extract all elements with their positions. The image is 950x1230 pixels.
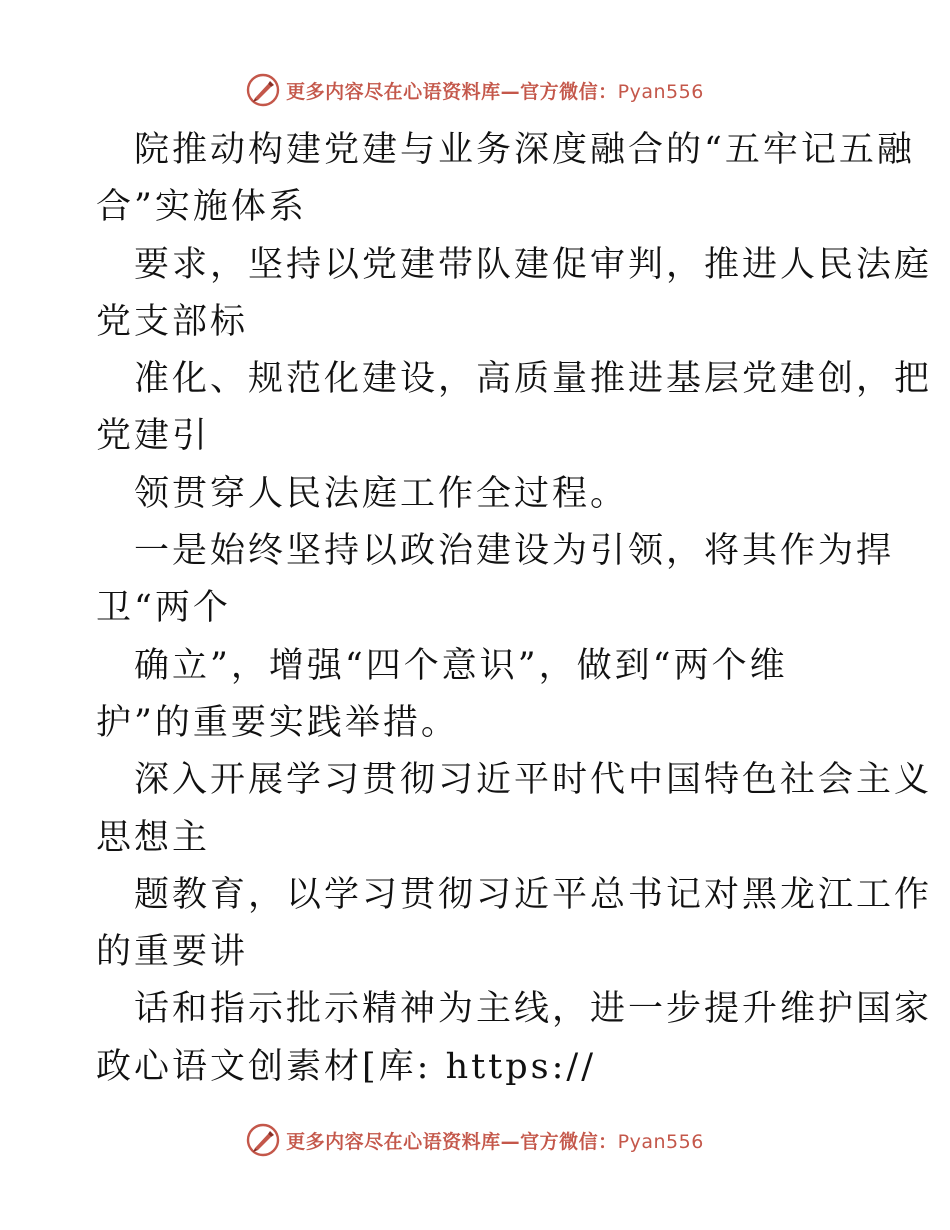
text-line: 党建引 bbox=[96, 416, 211, 457]
document-body bbox=[96, 122, 933, 1096]
text-line: 党支部标 bbox=[96, 301, 249, 342]
text-line: 确立”，增强“四个意识”，做到“两个维 bbox=[134, 645, 788, 686]
footer-banner bbox=[0, 1120, 950, 1160]
text-line: 护”的重要实践举措。 bbox=[96, 702, 459, 743]
text-line: 准化、规范化建设，高质量推进基层党建创，把 bbox=[134, 359, 933, 400]
text-line: 思想主 bbox=[96, 817, 211, 858]
text-line: 卫“两个 bbox=[96, 588, 231, 629]
footer-wechat-id: Pyan556 bbox=[617, 1130, 704, 1153]
text-line: 的重要讲 bbox=[96, 932, 249, 973]
text-line: 深入开展学习贯彻习近平时代中国特色社会主义 bbox=[134, 760, 933, 801]
header-banner bbox=[0, 70, 950, 110]
text-line: 合”实施体系 bbox=[96, 187, 307, 228]
pen-logo-icon bbox=[246, 1123, 280, 1157]
text-line: 政心语文创素材[库: https:// bbox=[96, 1046, 596, 1087]
text-line: 院推动构建党建与业务深度融合的“五牢记五融 bbox=[134, 130, 915, 170]
header-banner-text: 更多内容尽在心语资料库—官方微信：Pyan556 bbox=[286, 80, 704, 103]
footer-banner-text: 更多内容尽在心语资料库—官方微信：Pyan556 bbox=[286, 1130, 704, 1153]
text-line: 要求，坚持以党建带队建促审判，推进人民法庭 bbox=[134, 244, 933, 285]
text-line: 题教育，以学习贯彻习近平总书记对黑龙江工作 bbox=[134, 874, 933, 915]
text-line: 领贯穿人民法庭工作全过程。 bbox=[134, 473, 629, 514]
header-wechat-id: Pyan556 bbox=[617, 80, 704, 103]
pen-logo-icon bbox=[246, 73, 280, 107]
text-line: 话和指示批示精神为主线，进一步提升维护国家 bbox=[134, 989, 933, 1030]
text-line: 一是始终坚持以政治建设为引领，将其作为捍 bbox=[134, 531, 895, 572]
